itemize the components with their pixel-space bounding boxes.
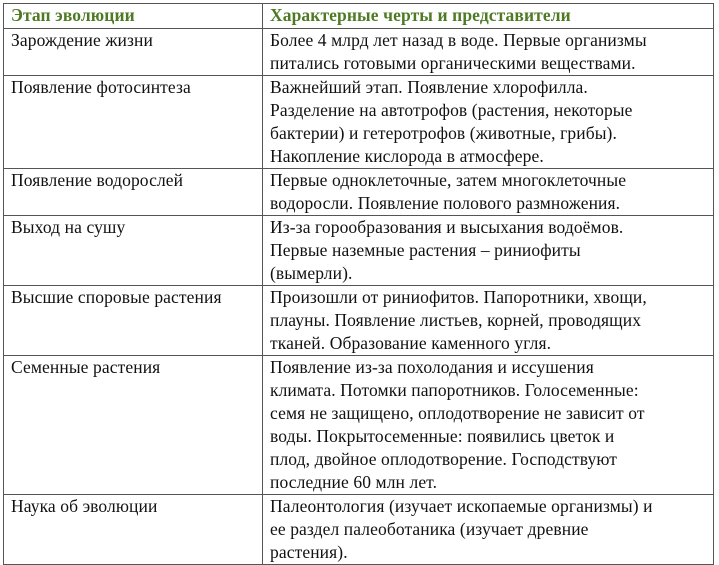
features-line: ее раздел палеоботаника (изучает древние [270,519,589,539]
stage-cell: Семенные растения [4,356,263,495]
table-body [4,4,714,565]
table-row [4,495,714,565]
features-cell [263,216,714,286]
features-line: Накопление кислорода в атмосфере. [270,146,544,166]
features-cell [263,29,714,76]
header-stage: Этап эволюции [4,4,263,29]
features-cell [263,76,714,169]
features-cell [263,356,714,495]
features-line: климата. Потомки папоротников. Голосеменные: [270,380,639,400]
table-row [4,29,714,76]
stage-cell: Выход на сушу [4,216,263,286]
table-row [4,356,714,495]
features-line: последние 60 млн лет. [270,472,438,492]
stage-cell: Появление водорослей [4,169,263,216]
features-cell [263,495,714,565]
table-row [4,169,714,216]
features-line: Появление из-за похолодания и иссушения [270,357,594,377]
features-line: Палеонтология (изучает ископаемые организмы) и [270,496,653,516]
header-features: Характерные черты и представители [263,4,714,29]
features-line: Первые наземные растения – риниофиты [270,240,581,260]
features-line: воды. Покрытосеменные: появились цветок и [270,426,615,446]
features-cell [263,169,714,216]
features-line: Из-за горообразования и высыхания водоёмов. [270,217,624,237]
features-line: бактерии) и гетеротрофов (животные, грибы). [270,123,617,143]
stage-cell: Высшие споровые растения [4,286,263,356]
features-line: плауны. Появление листьев, корней, проводящих [270,310,642,330]
stage-cell: Появление фотосинтеза [4,76,263,169]
features-cell [263,286,714,356]
table-row [4,216,714,286]
stage-cell: Наука об эволюции [4,495,263,565]
stage-cell: Зарождение жизни [4,29,263,76]
table-row [4,76,714,169]
features-line: тканей. Образование каменного угля. [270,333,552,353]
evolution-table [3,3,714,565]
features-line: (вымерли). [270,263,353,283]
features-line: Первые одноклеточные, затем многоклеточные [270,170,627,190]
features-line: растения). [270,542,348,562]
features-line: Более 4 млрд лет назад в воде. Первые организмы [270,30,647,50]
features-line: Разделение на автотрофов (растения, некоторые [270,100,633,120]
features-line: Важнейший этап. Появление хлорофилла. [270,77,588,97]
table-row [4,286,714,356]
table-header-row [4,4,714,29]
features-line: водоросли. Появление полового размножения. [270,193,621,213]
features-line: питались готовыми органическими веществами. [270,53,636,73]
features-line: Произошли от риниофитов. Папоротники, хвощи, [270,287,647,307]
features-line: семя не защищено, оплодотворение не зависит от [270,403,645,423]
features-line: плод, двойное оплодотворение. Господствуют [270,449,618,469]
